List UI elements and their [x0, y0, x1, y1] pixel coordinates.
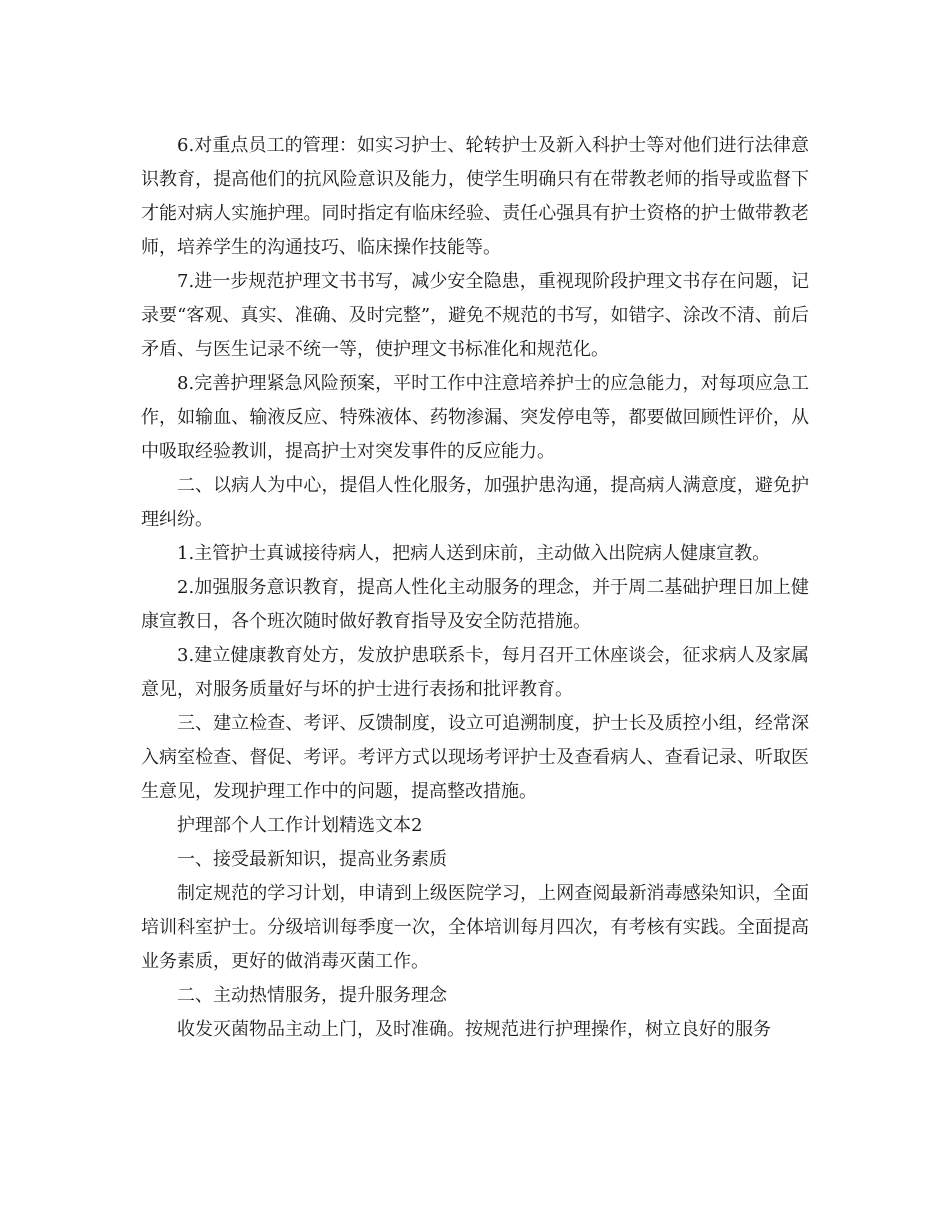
section-title-plan-2: 护理部个人工作计划精选文本2 — [177, 815, 423, 836]
paragraph-key-staff-management: 6.对重点员工的管理：如实习护士、轮转护士及新入科护士等对他们进行法律意识教育，提高他们的抗风险意识及能力，使学生明确只有在带教老师的指导或监督下才能对病人实施护理。同时指定有临床经验、责任心强具有护士资格的护士做带教老师，培养学生的沟通技巧、临床操作技能等。 — [141, 135, 809, 258]
document-body — [141, 129, 809, 1047]
paragraph-item-2: 2.加强服务意识教育，提高人性化主动服务的理念，并于周二基础护理日加上健康宣教日，各个班次随时做好教育指导及安全防范措施。 — [141, 577, 809, 632]
paragraph-service-practice: 收发灭菌物品主动上门，及时准确。按规范进行护理操作，树立良好的服务 — [177, 1019, 771, 1040]
paragraph-item-3: 3.建立健康教育处方，发放护患联系卡，每月召开工休座谈会，征求病人及家属意见，对服务质量好与坏的护士进行表扬和批评教育。 — [141, 645, 809, 700]
heading-learn-new-knowledge: 一、接受最新知识，提高业务素质 — [177, 849, 447, 870]
paragraph-section-three: 三、建立检查、考评、反馈制度，设立可追溯制度，护士长及质控小组，经常深入病室检查、督促、考评。考评方式以现场考评护士及查看病人、查看记录、听取医生意见，发现护理工作中的问题，提高整改措施。 — [141, 713, 809, 802]
paragraph-item-1: 1.主管护士真诚接待病人，把病人送到床前，主动做入出院病人健康宣教。 — [177, 543, 771, 564]
heading-active-service: 二、主动热情服务，提升服务理念 — [177, 985, 447, 1006]
paragraph-study-plan: 制定规范的学习计划，申请到上级医院学习，上网查阅最新消毒感染知识，全面培训科室护士。分级培训每季度一次，全体培训每月四次，有考核有实践。全面提高业务素质，更好的做消毒灭菌工作。 — [141, 883, 809, 972]
paragraph-nursing-documents: 7.进一步规范护理文书书写，减少安全隐患，重视现阶段护理文书存在问题，记录要“客观、真实、准确、及时完整”，避免不规范的书写，如错字、涂改不清、前后矛盾、与医生记录不统一等，使护理文书标准化和规范化。 — [141, 271, 809, 360]
paragraph-emergency-plan: 8.完善护理紧急风险预案，平时工作中注意培养护士的应急能力，对每项应急工作，如输血、输液反应、特殊液体、药物渗漏、突发停电等，都要做回顾性评价，从中吸取经验教训，提高护士对突发事件的反应能力。 — [141, 373, 809, 462]
paragraph-section-two-heading: 二、以病人为中心，提倡人性化服务，加强护患沟通，提高病人满意度，避免护理纠纷。 — [141, 475, 809, 530]
